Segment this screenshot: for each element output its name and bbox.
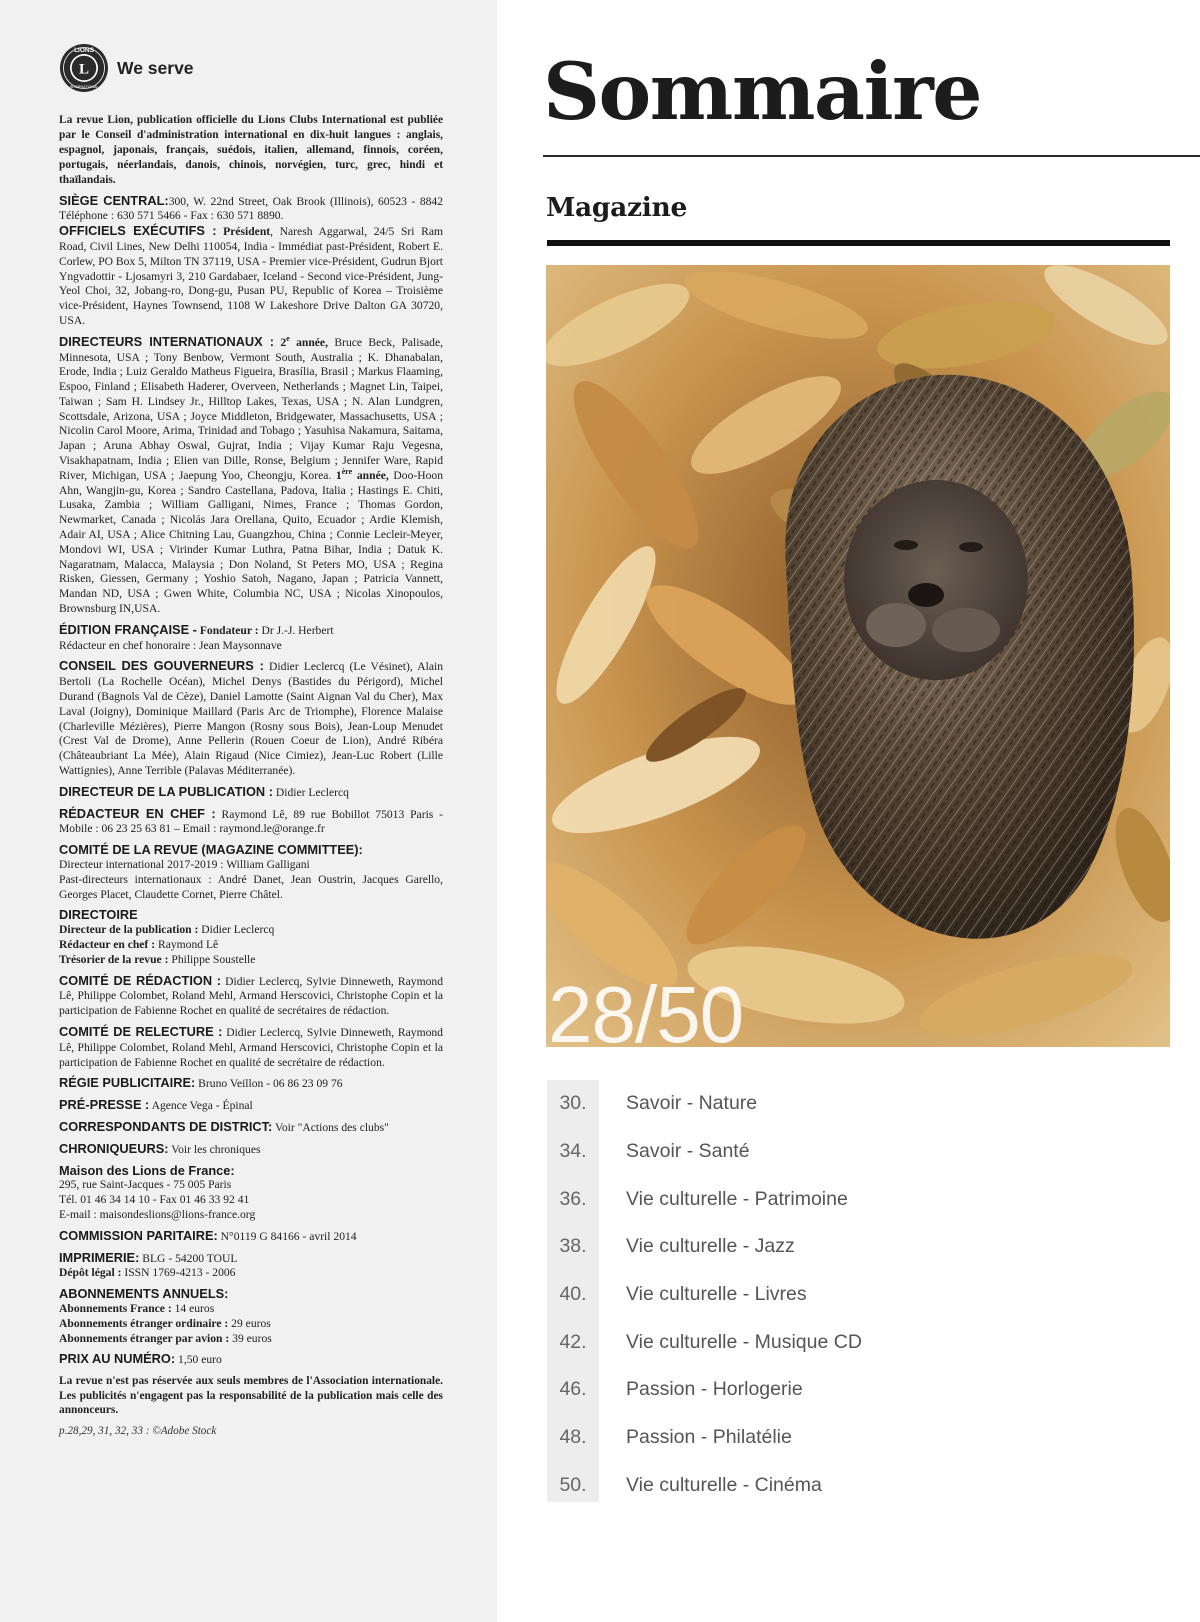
maison-phone: Tél. 01 46 34 14 10 - Fax 01 46 33 92 41 <box>59 1193 250 1207</box>
imprimerie-section <box>59 1251 443 1282</box>
chroniqueurs-text: Voir les chroniques <box>168 1142 261 1156</box>
officiels-text: , Naresh Aggarwal, 24/5 Sri Ram Road, Civil Lines, New Delhi 110054, India - Immédiat past-Président, Robert E. Corlew, PO Box 5, Milton TN 37119, USA - Premier vice-Président, Gudrun Bjort Yngvadottir - Ljosamyri 3, 210 Gardabaer, Iceland - Second vice-Président, Jung-Yeol Choi, 32, Jobang-ro, Dong-gu, Pusan PU, Republic of Korea – Troisième vice-Président, Haynes Townsend, 1108 W Lakeshore Drive Dalton GA 30720, USA. <box>59 225 444 327</box>
toc-item[interactable] <box>547 1080 1167 1128</box>
edition-section <box>59 623 443 654</box>
comite-revue-section <box>59 843 443 902</box>
toc-item[interactable] <box>547 1462 1167 1510</box>
abonnement-etranger-ordinaire: Abonnements étranger ordinaire : 29 euros <box>59 1316 271 1330</box>
photo-credit: p.28,29, 31, 32, 33 : ©Adobe Stock <box>59 1424 217 1437</box>
table-of-contents <box>547 1080 1167 1509</box>
conseil-text: Didier Leclercq (Le Vésinet), Alain Bertoli (La Rochelle Océan), Michel Denys (Bastides du Périgord), Michel Durand (Bagnols Val de Cèze), Daniel Lamotte (Saint Aignan Val du Cher), Max Laval (Joigny), Dominique Maillard (Paris Arc de Triomphe), Florence Malaise (Charleville Mézières), Pierre Mangon (Rosny sous Bois), Jean-Loup Menudet (Crest Val de Drome), Anne Pellerin (Rouen Coeur de Lion), André Ribéra (Châteaubriant La Mée), Alain Rigaud (Nice Cimiez), Jean-Luc Robert (Lille Wattignies), Anne Terrible (Palavas Méditerranée). <box>59 660 443 778</box>
redacteur-heading: RÉDACTEUR EN CHEF : <box>59 805 216 821</box>
svg-text:L: L <box>78 61 90 78</box>
comite-relecture-section <box>59 1025 443 1070</box>
toc-label: Vie culturelle - Patrimoine <box>626 1187 848 1210</box>
toc-item[interactable] <box>547 1366 1167 1414</box>
fondateur-label: Fondateur : <box>196 623 259 637</box>
directoire-line1: Directeur de la publication : Didier Leclercq <box>59 923 275 937</box>
maison-section <box>59 1164 443 1223</box>
directoire-heading: DIRECTOIRE <box>59 907 138 923</box>
prix-heading: PRIX AU NUMÉRO: <box>59 1351 176 1367</box>
comite-revue-heading: COMITÉ DE LA REVUE (MAGAZINE COMMITTEE): <box>59 842 363 858</box>
imprimerie-text: BLG - 54200 TOUL <box>139 1251 238 1265</box>
maison-address: 295, rue Saint-Jacques - 75 005 Paris <box>59 1178 232 1192</box>
correspondants-heading: CORRESPONDANTS DE DISTRICT: <box>59 1118 273 1134</box>
comite-redaction-section <box>59 974 443 1019</box>
toc-page-number: 50. <box>559 1473 587 1496</box>
depot-legal: Dépôt légal : ISSN 1769-4213 - 2006 <box>59 1266 236 1280</box>
redacteur-section <box>59 807 443 838</box>
toc-page-number: 38. <box>559 1235 587 1258</box>
toc-page-number: 48. <box>559 1426 587 1449</box>
prepresse-heading: PRÉ-PRESSE : <box>59 1097 150 1113</box>
masthead-content <box>59 42 443 1437</box>
svg-text:INTERNATIONAL: INTERNATIONAL <box>69 85 99 89</box>
directeurs-heading: DIRECTEURS INTERNATIONAUX : <box>59 333 274 349</box>
toc-label: Vie culturelle - Musique CD <box>626 1330 862 1353</box>
abonnement-france: Abonnements France : 14 euros <box>59 1301 215 1315</box>
fondateur-text: Dr J.-J. Herbert <box>258 623 334 637</box>
toc-item[interactable] <box>547 1223 1167 1271</box>
abonnement-etranger-avion: Abonnements étranger par avion : 39 euros <box>59 1331 272 1345</box>
chroniqueurs-heading: CHRONIQUEURS: <box>59 1140 169 1156</box>
year1-text: Doo-Hoon Ahn, Wangjin-gu, Korea ; Sandro Castellana, Padova, Italia ; Hastings E. Chiti, Lusaka, Zambia ; William Galligani, Nimes, France ; Thomas Gordon, Newmarket, Canada ; Nicolás Jara Orellana, Quito, Ecuador ; Ardie Klemish, Adair AI, USA ; Alice Chitning Lau, Guangzhou, China ; Connie Lecleir-Meyer, Mondovi WI, USA ; Virinder Kumar Luthra, Patna Bihar, India ; Datuk K. Nagaratnam, Malacca, Malaysia ; Don Noland, St Peters MO, USA ; Regina Risken, Giessen, Germany ; Yoshio Satoh, Nagano, Japan ; Patricia Vannett, Mandan ND, USA ; Gwen White, Columbia NC, USA ; Nicolas Xinopoulos, Brownsburg IN,USA. <box>59 468 443 616</box>
directeur-publication-section <box>59 785 443 801</box>
directoire-section <box>59 908 443 967</box>
prepresse-text: Agence Vega - Épinal <box>149 1099 253 1113</box>
comite-redaction-text: Didier Leclercq, Sylvie Dinneweth, Raymond Lê, Philippe Colombet, Roland Mehl, Armand Herscovici, Christophe Copin et la participation de Fabienne Rochet en qualité de secrétaires de rédaction. <box>59 974 443 1018</box>
comite-revue-line2: Past-directeurs internationaux : André Danet, Jean Oustrin, Jacques Garello, Georges Placet, Claudette Cornet, Pierre Châtel. <box>59 872 443 901</box>
regie-heading: RÉGIE PUBLICITAIRE: <box>59 1075 196 1091</box>
toc-item[interactable] <box>547 1318 1167 1366</box>
masthead-column <box>0 0 497 1622</box>
lions-international-emblem-icon <box>59 43 109 93</box>
abonnements-section <box>59 1287 443 1346</box>
edition-heading: ÉDITION FRANÇAISE - <box>59 621 197 637</box>
siege-text: 300, W. 22nd Street, Oak Brook (Illinois), 60523 - 8842 Téléphone : 630 571 5466 - Fax : 630 571 8890. <box>59 194 444 223</box>
year1-label: 1ère année, <box>335 467 389 482</box>
publication-note: La revue n'est pas réservée aux seuls membres de l'Association internationale. Les publicités n'engagent pas la responsabilité de la publication mais celle des annonceurs. <box>59 1375 443 1417</box>
toc-label: Vie culturelle - Livres <box>626 1283 807 1306</box>
maison-email: E-mail : maisondeslions@lions-france.org <box>59 1207 256 1221</box>
toc-page-number: 30. <box>559 1092 587 1115</box>
prepresse-section <box>59 1098 443 1114</box>
toc-label: Savoir - Santé <box>626 1140 750 1163</box>
toc-label: Vie culturelle - Jazz <box>626 1235 795 1258</box>
toc-page-number: 46. <box>559 1378 587 1401</box>
regie-text: Bruno Veillon - 06 86 23 09 76 <box>195 1077 343 1091</box>
comite-redaction-heading: COMITÉ DE RÉDACTION : <box>59 972 222 988</box>
page-title: Sommaire <box>543 45 982 138</box>
imprimerie-heading: IMPRIMERIE: <box>59 1249 140 1265</box>
toc-page-number: 36. <box>559 1187 587 1210</box>
prix-text: 1,50 euro <box>175 1353 222 1367</box>
chroniqueurs-section <box>59 1142 443 1158</box>
directeur-publication-text: Didier Leclercq <box>273 785 349 799</box>
comite-revue-line1: Directeur international 2017-2019 : William Galligani <box>59 858 310 871</box>
correspondants-text: Voir "Actions des clubs" <box>272 1120 389 1134</box>
pages-range-overlay: 28/50 <box>548 970 744 1059</box>
toc-item[interactable] <box>547 1414 1167 1462</box>
year2-text: Bruce Beck, Palisade, Minnesota, USA ; Tony Benbow, Vermont South, Australia ; K. Dhanabalan, Erode, India ; Luiz Geraldo Matheus Figueira, Brasília, Brasil ; Markus Flaaming, Espoo, Finland ; Elisabeth Haderer, Overveen, Netherlands ; Magnet Lin, Taipei, Taiwan ; Sam H. Lindsey Jr., Hilltop Lakes, Texas, USA ; N. Alan Lundgren, Scottsdale, Arizona, USA ; Joyce Middleton, Bridgewater, Massachusetts, USA ; Nicolin Carol Moore, Arima, Trinidad and Tobago ; Yasuhisa Nakamura, Saitama, Japan ; Aruna Abhay Oswal, Gujrat, India ; Vijay Kumar Raju Vegesna, Visakhapatnam, India ; Elien van Dille, Ronse, Belgium ; Jennifer Ware, Rapid River, Michigan, USA ; Jaepung Yoo, Cheongju, Korea. <box>59 335 444 482</box>
officiels-heading: OFFICIELS EXÉCUTIFS : <box>59 223 217 239</box>
regie-section <box>59 1076 443 1092</box>
directeurs-section <box>59 335 443 617</box>
toc-label: Passion - Horlogerie <box>626 1378 803 1401</box>
correspondants-section <box>59 1120 443 1136</box>
siege-heading: SIÈGE CENTRAL: <box>59 192 169 208</box>
toc-page-number: 34. <box>559 1140 587 1163</box>
toc-label: Vie culturelle - Cinéma <box>626 1473 822 1496</box>
hedgehog-in-autumn-leaves-image <box>546 265 1170 1059</box>
title-divider <box>543 155 1200 157</box>
maison-heading: Maison des Lions de France: <box>59 1162 235 1178</box>
directoire-line3: Trésorier de la revue : Philippe Soustelle <box>59 952 256 966</box>
officiels-president-label: Président <box>223 225 271 239</box>
directeur-publication-heading: DIRECTEUR DE LA PUBLICATION : <box>59 783 273 799</box>
redacteur-honoraire: Rédacteur en chef honoraire : Jean Maysonnave <box>59 638 282 652</box>
toc-page-number: 42. <box>559 1330 587 1353</box>
hedgehog-photo <box>546 265 1170 1059</box>
siege-section <box>59 194 443 225</box>
officiels-section <box>59 224 443 329</box>
conseil-heading: CONSEIL DES GOUVERNEURS : <box>59 658 264 674</box>
commission-heading: COMMISSION PARITAIRE: <box>59 1227 218 1243</box>
toc-label: Passion - Philatélie <box>626 1426 792 1449</box>
year2-label: 2e année, <box>280 333 328 349</box>
redacteur-text: Raymond Lê, 89 rue Bobillot 75013 Paris - Mobile : 06 23 25 63 81 – Email : raymond.le@orange.fr <box>59 807 443 836</box>
section-divider <box>547 240 1170 246</box>
abonnements-heading: ABONNEMENTS ANNUELS: <box>59 1286 229 1302</box>
brand-header <box>59 42 443 94</box>
toc-page-number: 40. <box>559 1283 587 1306</box>
toc-label: Savoir - Nature <box>626 1092 758 1115</box>
section-label: Magazine <box>546 192 688 223</box>
commission-section <box>59 1229 443 1245</box>
toc-item[interactable] <box>547 1175 1167 1223</box>
conseil-section <box>59 659 443 778</box>
comite-relecture-text: Didier Leclercq, Sylvie Dinneweth, Raymond Lê, Philippe Colombet, Roland Mehl, Armand Herscovici, Christophe Copin et la participation de Fabienne Rochet en qualité de secrétaire de rédaction. <box>59 1025 443 1069</box>
brand-motto: We serve <box>117 57 194 78</box>
directoire-line2: Rédacteur en chef : Raymond Lê <box>59 937 219 951</box>
commission-text: N°0119 G 84166 - avril 2014 <box>217 1229 357 1243</box>
intro-paragraph: La revue Lion, publication officielle du Lions Clubs International est publiée par le Conseil d'administration international en dix-huit langues : anglais, espagnol, japonais, français, suédois, italien, allemand, finnois, coréen, portugais, néerlandais, danois, chinois, norvégien, turc, grec, hindi et thaïlandais. <box>59 114 443 186</box>
toc-item[interactable] <box>547 1128 1167 1176</box>
svg-text:LIONS: LIONS <box>74 47 94 54</box>
comite-relecture-heading: COMITÉ DE RELECTURE : <box>59 1023 223 1039</box>
prix-section <box>59 1352 443 1368</box>
toc-item[interactable] <box>547 1271 1167 1319</box>
